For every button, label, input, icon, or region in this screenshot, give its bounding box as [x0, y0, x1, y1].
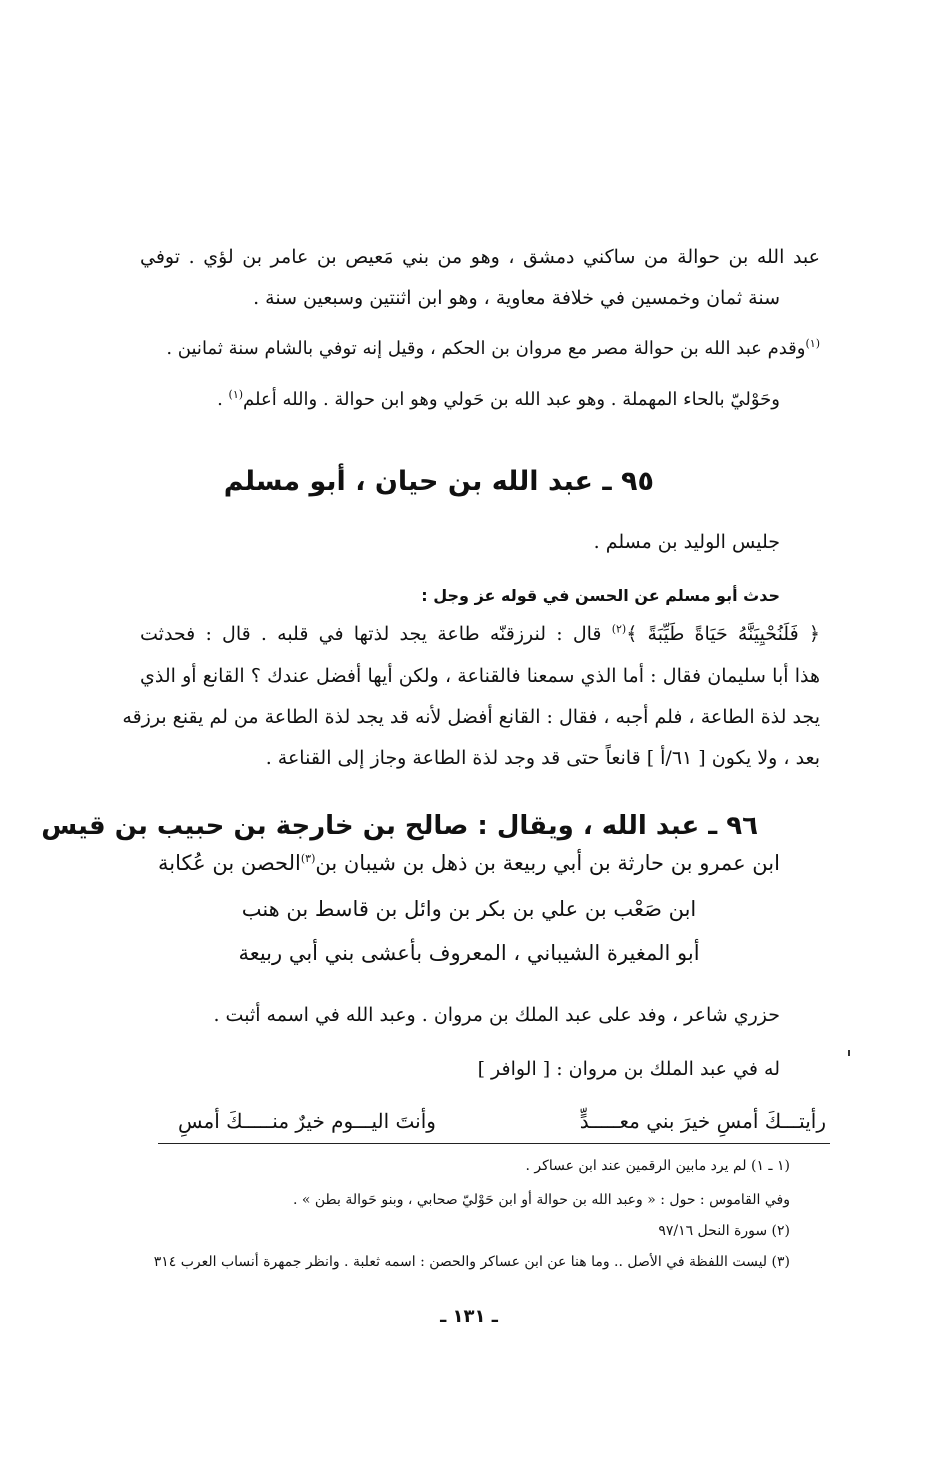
text-line: وحَوْليّ بالحاء المهملة . وهو عبد الله بن حَولي وهو ابن حوالة . والله أعلم$^{(١)}$ . — [217, 388, 780, 410]
footnote: (٣) ليست اللفظة في الأصل .. وما هنا عن ابن عساكر والحصن : اسمه ثعلبة . وانظر جمهرة أنساب العرب ٣١٤ — [153, 1254, 790, 1270]
verse-hemistich-left: وأنتَ اليـــوم خيرٌ منـــــكَ أمسِ — [178, 1109, 436, 1133]
text-line: هذا أبا سليمان فقال : أما الذي سمعنا فالقناعة ، ولكن أيها أفضل عندك ؟ القانع أو الذي — [140, 665, 820, 687]
entry-heading: ٩٥ ـ عبد الله بن حيان ، أبو مسلم — [223, 466, 654, 497]
text-line: عبد الله بن حوالة من ساكني دمشق ، وهو من بني مَعيص بن عامر بن لؤي . توفي — [140, 246, 820, 268]
footnote-marker: (١) — [228, 388, 244, 401]
text-line: حزري شاعر ، وفد على عبد الملك بن مروان . وعبد الله في اسمه أثبت . — [213, 1004, 780, 1026]
footnote: (٢) سورة النحل ٩٧/١٦ — [658, 1223, 790, 1239]
footnote: (١ ـ ١) لم يرد مابين الرقمين عند ابن عساكر . — [525, 1158, 790, 1174]
text-line: بعد ، ولا يكون [ ٦١/أ ] قانعاً حتى قد وجد لذة الطاعة وجاز إلى القناعة . — [265, 747, 820, 769]
lineage-line: أبو المغيرة الشيباني ، المعروف بأعشى بني أبي ربيعة — [238, 941, 700, 965]
text-line: ﴿ فَلَنُحْيِيَنَّهُ حَيَاةً طَيِّبَةً ﴾$^{(٢)}$ قال : لنرزقنّه طاعة يجد لذتها في قلبه . قال : فحدثت — [140, 622, 820, 645]
page-number: ـ ١٣١ ـ — [440, 1306, 498, 1327]
footnote: وفي القاموس : حول : « وعبد الله بن حوالة أو ابن حَوْليّ صحابي ، وبنو حَوالة بطن » . — [292, 1192, 790, 1208]
scan-speck — [848, 1050, 850, 1056]
text-line: سنة ثمان وخمسين في خلافة معاوية ، وهو ابن اثنتين وسبعين سنة . — [253, 287, 780, 309]
footnote-marker: (١) — [805, 337, 820, 350]
footnote-marker: (٢) — [611, 622, 627, 636]
text-line: له في عبد الملك بن مروان : [ الوافر ] — [477, 1058, 780, 1080]
entry-heading: ٩٦ ـ عبد الله ، ويقال : صالح بن خارجة بن حبيب بن قيس — [41, 811, 758, 841]
lineage-line: ابن عمرو بن حارثة بن أبي ربيعة بن ذهل بن شيبان بن$^{(٣)}$الحصن بن عُكابة — [158, 851, 780, 875]
footnote-marker: (٣) — [300, 852, 316, 865]
verse-hemistich-right: رأيتـــكَ أمسِ خيرَ بني معـــــدٍّ — [579, 1109, 826, 1133]
footnote-divider — [158, 1143, 830, 1144]
text-line: جليس الوليد بن مسلم . — [593, 531, 780, 553]
text-line: يجد لذة الطاعة ، فلم أجبه ، فقال : القانع أفضل لأنه قد يجد لذة الطاعة من لم يقنع برزقه — [122, 706, 820, 728]
text-line: حدث أبو مسلم عن الحسن في قوله عز وجل : — [421, 586, 780, 605]
text-line: $^{(١)}$وقدم عبد الله بن حوالة مصر مع مروان بن الحكم ، وقيل إنه توفي بالشام سنة ثمانين . — [166, 337, 820, 359]
lineage-line: ابن صَعْب بن علي بن بكر بن وائل بن قاسط بن هنب — [241, 897, 697, 921]
